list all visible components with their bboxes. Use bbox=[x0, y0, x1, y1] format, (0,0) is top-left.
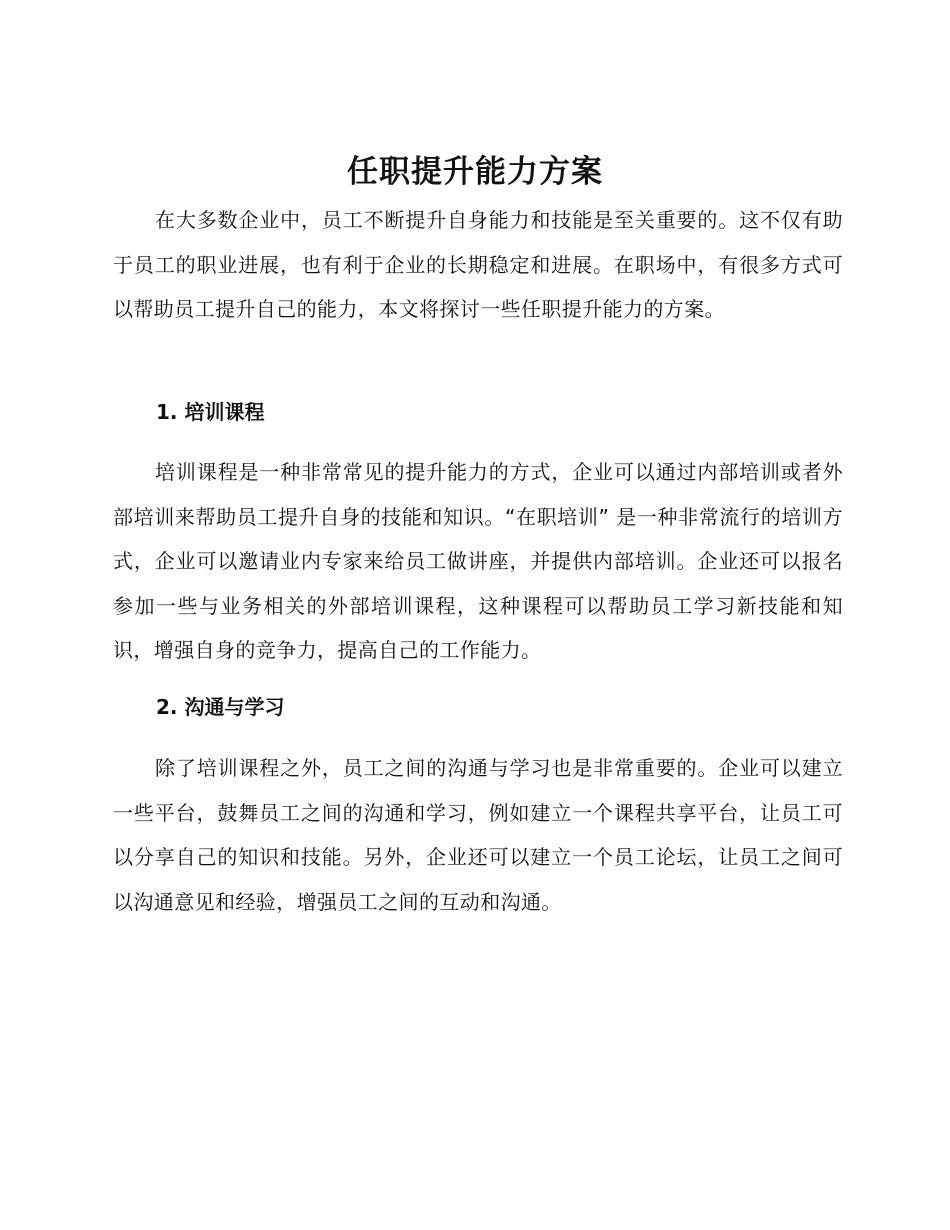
section-body-training: 培训课程是一种非常常见的提升能力的方式，企业可以通过内部培训或者外部培训来帮助员工提升自身的技能和知识。“在职培训” 是一种非常流行的培训方式，企业可以邀请业内专家来给员工做讲座，并提供内部培训。企业还可以报名参加一些与业务相关的外部培训课程，这种课程可以帮助员工学习新技能和知识，增强自身的竞争力，提高自己的工作能力。 bbox=[113, 460, 843, 662]
section-heading-communication: 2. 沟通与学习 bbox=[156, 695, 285, 719]
document-title: 任职提升能力方案 bbox=[347, 154, 603, 190]
section-heading-training: 1. 培训课程 bbox=[156, 400, 265, 424]
section-body-communication: 除了培训课程之外，员工之间的沟通与学习也是非常重要的。企业可以建立一些平台，鼓舞员工之间的沟通和学习，例如建立一个课程共享平台，让员工可以分享自己的知识和技能。另外，企业还可以建立一个员工论坛，让员工之间可以沟通意见和经验，增强员工之间的互动和沟通。 bbox=[113, 756, 843, 914]
intro-paragraph: 在大多数企业中，员工不断提升自身能力和技能是至关重要的。这不仅有助于员工的职业进展，也有利于企业的长期稳定和进展。在职场中，有很多方式可以帮助员工提升自己的能力，本文将探讨一些任职提升能力的方案。 bbox=[113, 208, 843, 321]
